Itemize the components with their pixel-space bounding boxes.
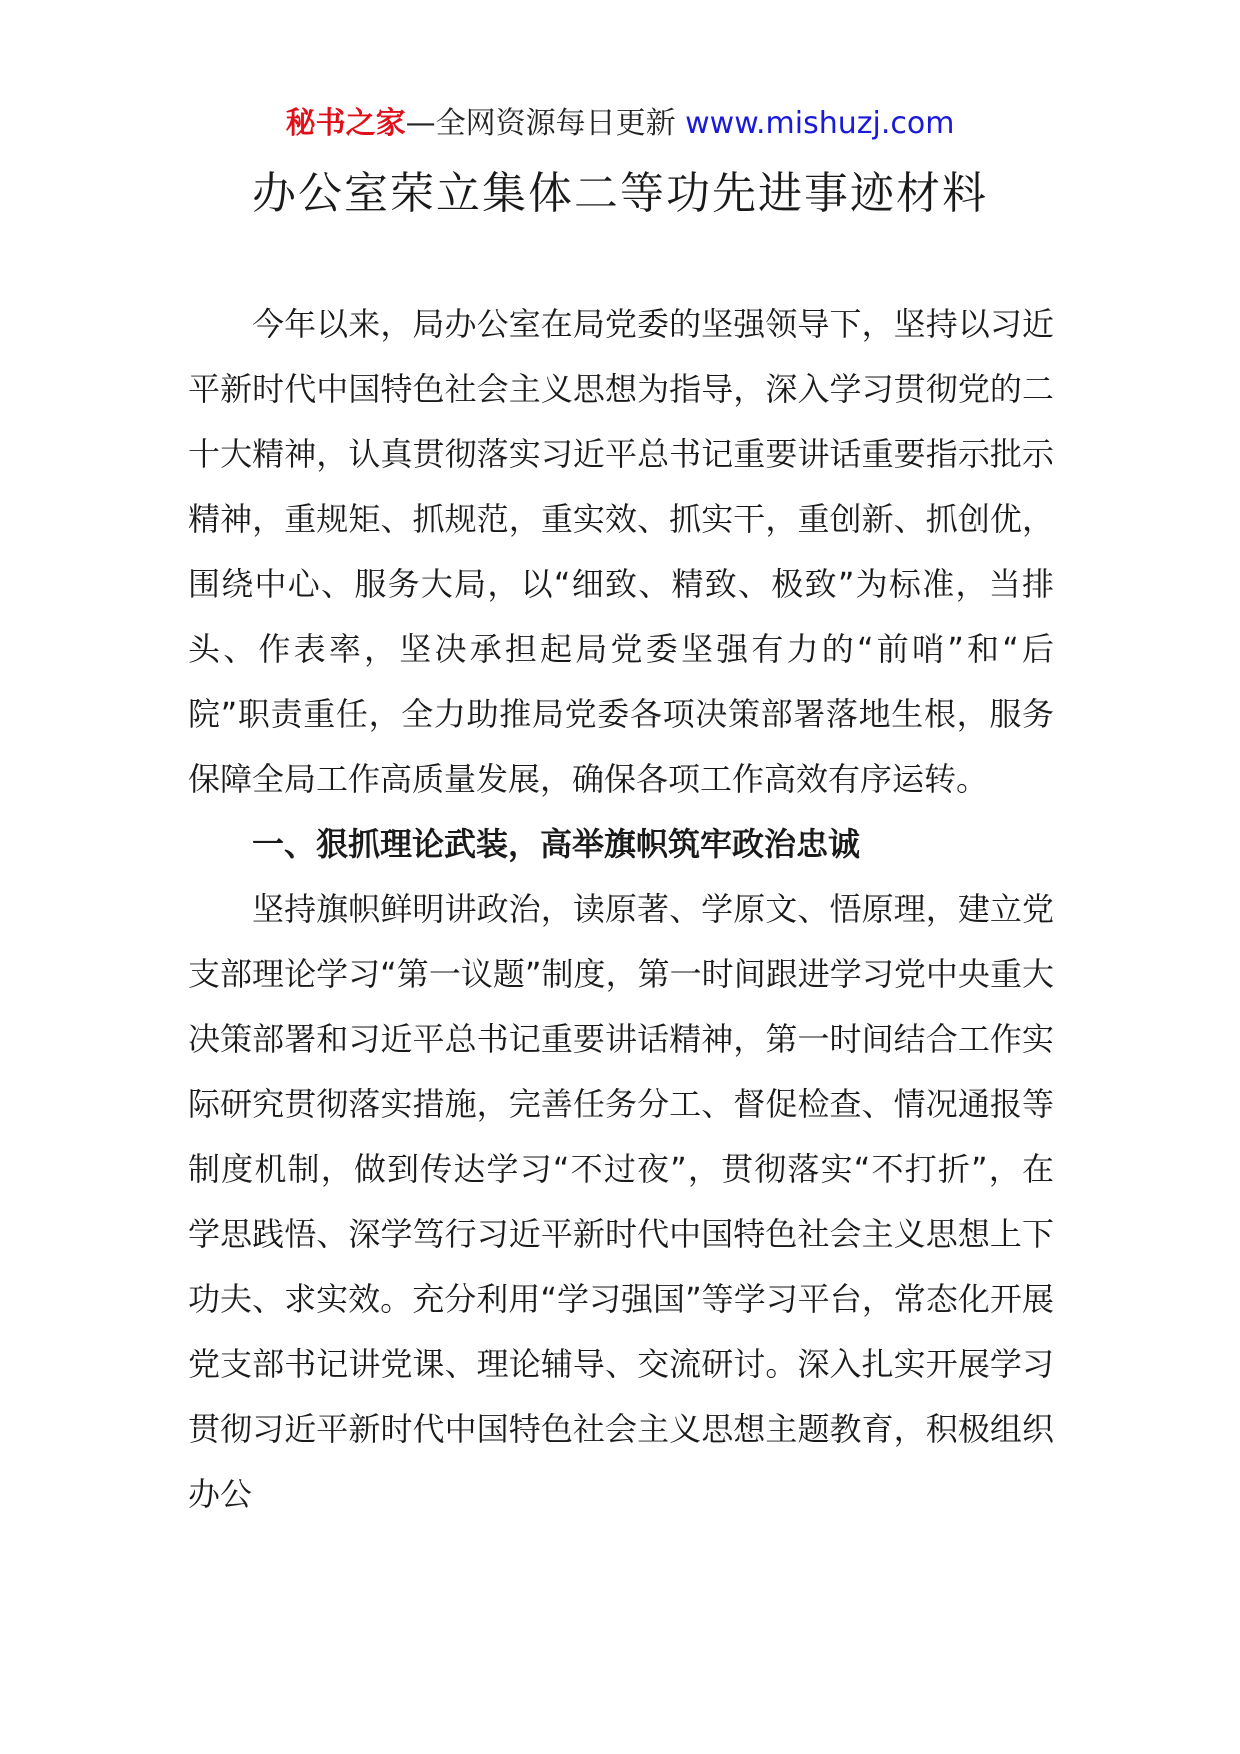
- document-title: 办公室荣立集体二等功先进事迹材料: [252, 168, 988, 219]
- site-brand: 秘书之家: [285, 106, 406, 141]
- document-body: [188, 292, 1054, 1527]
- section-paragraph: 坚持旗帜鲜明讲政治，读原著、学原文、悟原理，建立党支部理论学习“第一议题”制度，第一时间跟进学习党中央重大决策部署和习近平总书记重要讲话精神，第一时间结合工作实际研究贯彻落实措施，完善任务分工、督促检查、情况通报等制度机制，做到传达学习“不过夜”，贯彻落实“不打折”，在学思践悟、深学笃行习近平新时代中国特色社会主义思想上下功夫、求实效。充分利用“学习强国”等学习平台，常态化开展党支部书记讲党课、理论辅导、交流研讨。深入扎实开展学习贯彻习近平新时代中国特色社会主义思想主题教育，积极组织办公: [188, 890, 1054, 1513]
- site-header: [0, 102, 1240, 146]
- site-url-link[interactable]: www.mishuzj.com: [685, 106, 955, 141]
- section-heading: 一、狠抓理论武装，高举旗帜筑牢政治忠诚: [252, 825, 861, 863]
- intro-paragraph: 今年以来，局办公室在局党委的坚强领导下，坚持以习近平新时代中国特色社会主义思想为指导，深入学习贯彻党的二十大精神，认真贯彻落实习近平总书记重要讲话重要指示批示精神，重规矩、抓规范，重实效、抓实干，重创新、抓创优，围绕中心、服务大局，以“细致、精致、极致”为标准，当排头、作表率，坚决承担起局党委坚强有力的“前哨”和“后院”职责重任，全力助推局党委各项决策部署落地生根，服务保障全局工作高质量发展，确保各项工作高效有序运转。: [188, 305, 1054, 798]
- site-tagline: —全网资源每日更新: [405, 106, 676, 141]
